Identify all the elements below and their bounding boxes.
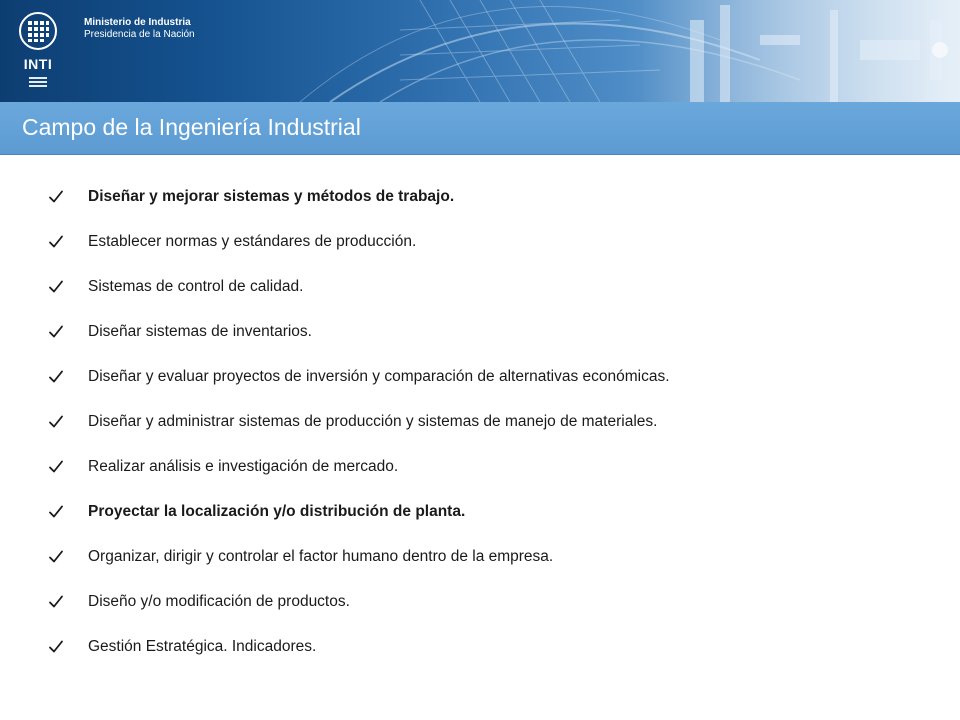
list-item <box>48 501 938 546</box>
checkmark-icon <box>48 324 64 340</box>
list-item-text: Realizar análisis e investigación de mercado. <box>88 458 399 475</box>
list-item <box>48 186 938 231</box>
list-item-text: Diseñar y evaluar proyectos de inversión y comparación de alternativas económicas. <box>88 368 670 385</box>
checkmark-icon <box>48 639 64 655</box>
list-item-text: Diseñar y administrar sistemas de producción y sistemas de manejo de materiales. <box>88 413 658 430</box>
ministry-line1: Ministerio de Industria <box>84 17 191 28</box>
list-item-text: Diseñar sistemas de inventarios. <box>88 323 312 340</box>
list-item-text: Establecer normas y estándares de producción. <box>88 233 417 250</box>
title-bar <box>0 102 960 155</box>
list-item-text: Diseño y/o modificación de productos. <box>88 593 350 610</box>
list-item <box>48 231 938 276</box>
logo-bars <box>29 77 47 91</box>
checkmark-icon <box>48 549 64 565</box>
header-banner <box>0 0 960 102</box>
ministry-line2: Presidencia de la Nación <box>84 29 195 40</box>
list-item-text: Organizar, dirigir y controlar el factor humano dentro de la empresa. <box>88 548 554 565</box>
list-item-text: Diseñar y mejorar sistemas y métodos de trabajo. <box>88 188 455 205</box>
list-item <box>48 411 938 456</box>
checkmark-icon <box>48 504 64 520</box>
list-item <box>48 591 938 636</box>
list-item-text: Proyectar la localización y/o distribución de planta. <box>88 503 466 520</box>
industrial-background-image <box>0 0 960 102</box>
checkmark-icon <box>48 189 64 205</box>
list-item <box>48 546 938 591</box>
checkmark-icon <box>48 279 64 295</box>
checkmark-icon <box>48 414 64 430</box>
checkmark-icon <box>48 594 64 610</box>
list-item <box>48 636 938 681</box>
page-title: Campo de la Ingeniería Industrial <box>22 114 361 140</box>
bullet-list <box>48 186 938 681</box>
inti-logo-grid-icon <box>19 12 57 50</box>
checkmark-icon <box>48 234 64 250</box>
list-item <box>48 276 938 321</box>
checkmark-icon <box>48 459 64 475</box>
checkmark-icon <box>48 369 64 385</box>
list-item-text: Sistemas de control de calidad. <box>88 278 304 295</box>
list-item-text: Gestión Estratégica. Indicadores. <box>88 638 317 655</box>
list-item <box>48 366 938 411</box>
list-item <box>48 321 938 366</box>
logo-text: INTI <box>23 56 53 72</box>
list-item <box>48 456 938 501</box>
ministry-label <box>84 17 195 41</box>
